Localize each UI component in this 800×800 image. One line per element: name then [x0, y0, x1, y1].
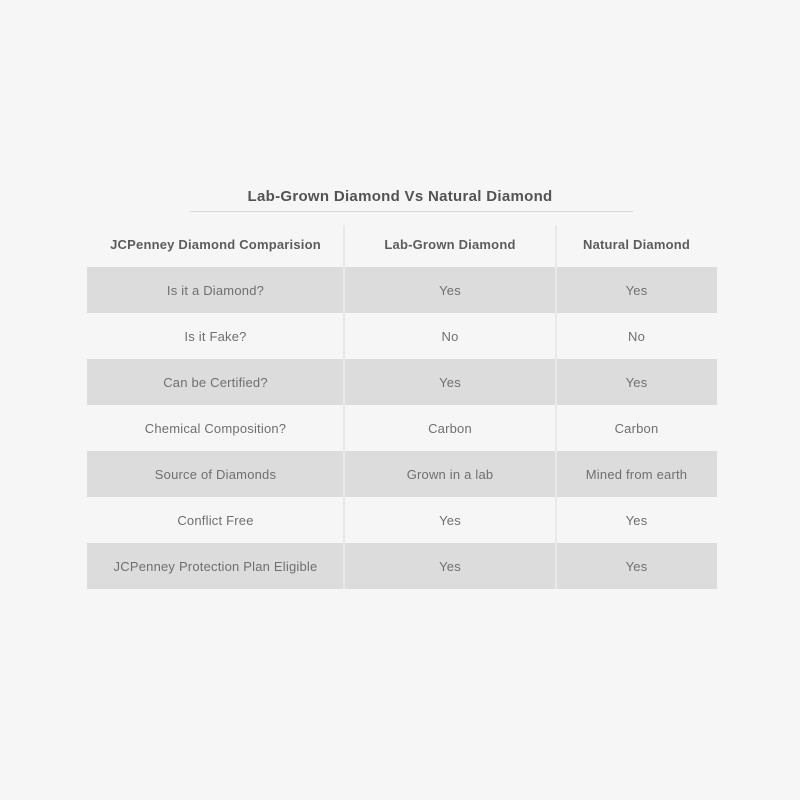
natural-cell: Carbon — [614, 420, 659, 436]
lab-grown-cell: Carbon — [428, 420, 472, 436]
lab-grown-cell: Grown in a lab — [406, 466, 494, 482]
column-header-feature: JCPenney Diamond Comparision — [110, 237, 321, 252]
title-divider — [190, 211, 633, 212]
natural-cell: Yes — [625, 282, 648, 298]
table-row — [87, 451, 717, 497]
lab-grown-cell: Yes — [439, 512, 461, 528]
lab-grown-cell: Yes — [439, 282, 461, 298]
feature-cell: Source of Diamonds — [154, 466, 277, 482]
feature-cell: Is it a Diamond? — [166, 282, 265, 298]
column-header-natural: Natural Diamond — [582, 237, 690, 252]
feature-cell: Can be Certified? — [163, 374, 268, 390]
table-row — [87, 543, 717, 589]
table-row — [87, 497, 717, 543]
comparison-table — [87, 222, 717, 589]
feature-cell: JCPenney Protection Plan Eligible — [113, 558, 318, 574]
natural-cell: Yes — [625, 558, 648, 574]
table-row — [87, 359, 717, 405]
lab-grown-cell: Yes — [439, 374, 461, 390]
table-header-row — [87, 222, 717, 267]
column-divider — [343, 225, 345, 589]
feature-cell: Chemical Composition? — [144, 420, 287, 436]
lab-grown-cell: No — [441, 328, 459, 344]
natural-cell: No — [627, 328, 646, 344]
table-row — [87, 313, 717, 359]
table-row — [87, 267, 717, 313]
feature-cell: Conflict Free — [177, 512, 254, 528]
natural-cell: Mined from earth — [585, 466, 688, 482]
page-title: Lab-Grown Diamond Vs Natural Diamond — [247, 188, 553, 205]
natural-cell: Yes — [625, 374, 648, 390]
table-row — [87, 405, 717, 451]
lab-grown-cell: Yes — [439, 558, 461, 574]
feature-cell: Is it Fake? — [184, 328, 247, 344]
column-divider — [555, 225, 557, 589]
natural-cell: Yes — [625, 512, 648, 528]
column-header-lab-grown: Lab-Grown Diamond — [384, 237, 516, 252]
